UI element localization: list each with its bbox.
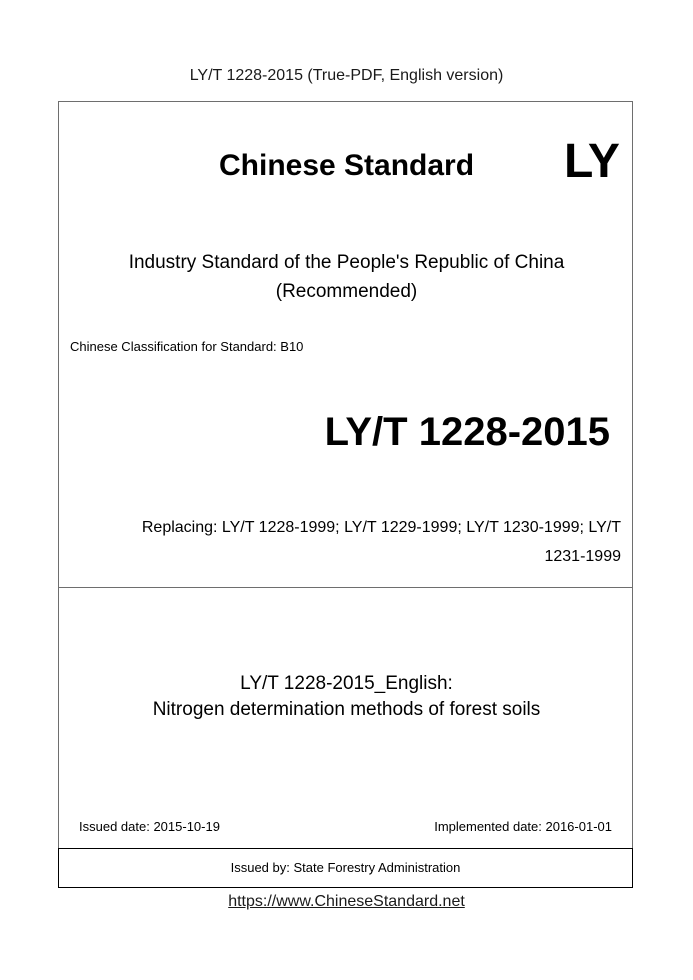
- replacing-line-2: 1231-1999: [544, 548, 621, 565]
- cover-frame: [58, 101, 633, 888]
- replacing-line-1: Replacing: LY/T 1228-1999; LY/T 1229-1999; LY/T 1230-1999; LY/T: [141, 519, 621, 536]
- industry-standard-heading: [59, 248, 634, 306]
- page-header-title: LY/T 1228-2015 (True-PDF, English version): [189, 67, 504, 84]
- website-link[interactable]: https://www.ChineseStandard.net: [228, 893, 465, 910]
- cover-header-section: [59, 102, 632, 588]
- document-title-line-2: Nitrogen determination methods of forest soils: [152, 699, 541, 720]
- document-title-section: [59, 588, 632, 849]
- classification-label: Chinese Classification for Standard: B10: [70, 339, 304, 354]
- industry-line-1: Industry Standard of the People's Republic of China: [128, 252, 565, 273]
- issued-date: Issued date: 2015-10-19: [79, 819, 220, 834]
- implemented-date: Implemented date: 2016-01-01: [434, 819, 612, 834]
- brand-title: Chinese Standard: [219, 149, 475, 182]
- replacing-note: [61, 513, 621, 571]
- standard-number: LY/T 1228-2015: [324, 410, 610, 454]
- document-title: [59, 671, 634, 723]
- standard-code-prefix: LY: [564, 135, 619, 188]
- industry-line-2: (Recommended): [275, 281, 418, 302]
- document-title-line-1: LY/T 1228-2015_English:: [240, 673, 453, 694]
- issued-by-box: Issued by: State Forestry Administration: [58, 848, 633, 888]
